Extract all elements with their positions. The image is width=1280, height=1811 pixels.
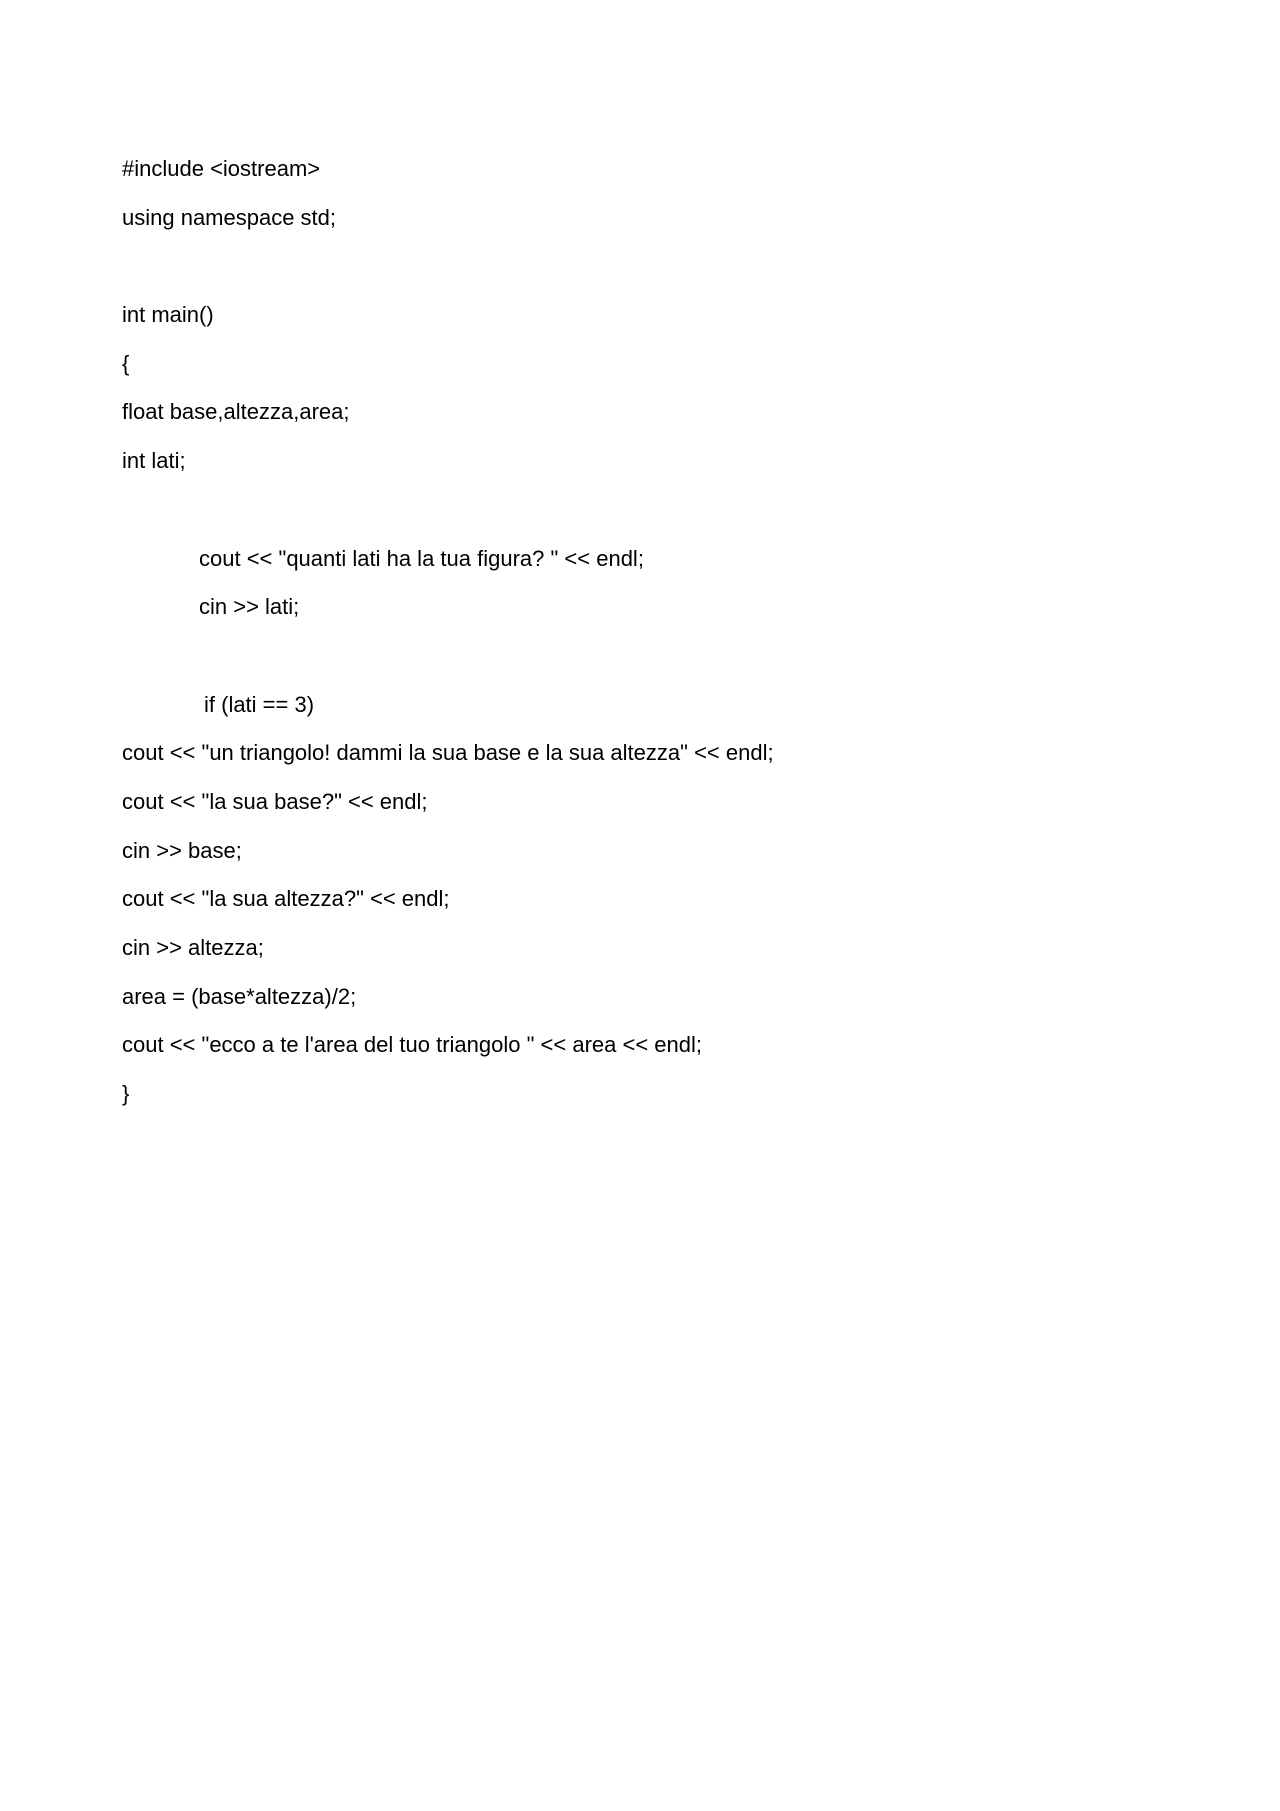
code-line-if: if (lati == 3) (204, 691, 315, 717)
code-line-namespace: using namespace std; (122, 204, 337, 230)
code-line-cout-area: cout << "ecco a te l'area del tuo triangolo " << area << endl; (122, 1032, 702, 1058)
code-line-cin-lati: cin >> lati; (199, 594, 300, 620)
code-line-area-calc: area = (base*altezza)/2; (122, 983, 357, 1009)
code-line-blank (122, 495, 1162, 544)
code-line-include: #include <iostream> (122, 156, 321, 181)
code-line-cin-base: cin >> base; (122, 837, 242, 863)
code-line-main: int main() (122, 302, 214, 328)
code-line-cout-lati: cout << "quanti lati ha la tua figura? " << endl; (199, 545, 644, 571)
code-line-cout-triangolo: cout << "un triangolo! dammi la sua base e la sua altezza" << endl; (122, 740, 774, 766)
code-line-float-decl: float base,altezza,area; (122, 399, 350, 425)
code-line-open-brace: { (122, 350, 130, 376)
code-line-cin-altezza: cin >> altezza; (122, 935, 264, 960)
code-line-blank (122, 641, 1162, 690)
code-listing (122, 154, 1162, 1128)
code-line-int-decl: int lati; (122, 448, 186, 474)
code-line-cout-base: cout << "la sua base?" << endl; (122, 788, 428, 814)
code-line-close-brace: } (122, 1081, 130, 1107)
code-line-cout-altezza: cout << "la sua altezza?" << endl; (122, 886, 450, 912)
code-line-blank (122, 251, 1162, 300)
